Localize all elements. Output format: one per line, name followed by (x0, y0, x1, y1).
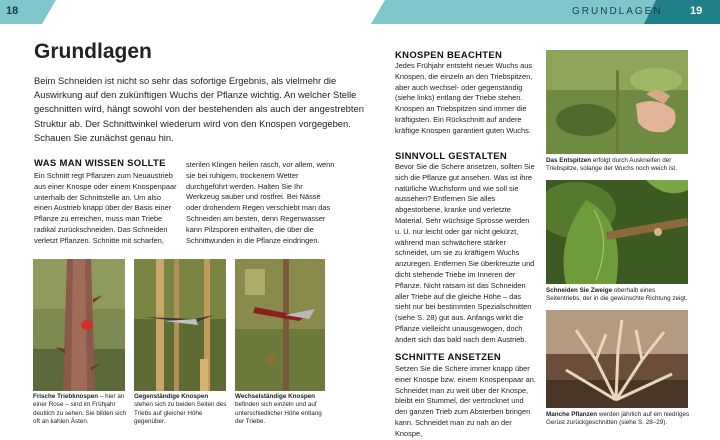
header-page-tab (656, 0, 720, 24)
section-label: GRUNDLAGEN (572, 6, 663, 17)
caption-entspitzen-text: erfolgt durch Auskneifen der Triebspitze, solange der Wuchs noch weich ist. (546, 157, 677, 173)
caption-wechselstaendig (235, 393, 327, 427)
heading-sinnvoll-gestalten: SINNVOLL GESTALTEN (395, 151, 508, 162)
body-was-col2: sterilen Klingen heilen rasch, vor allem, wenn sie bei ruhigem, trockenem Wetter durchgeführt werden. Halten Sie Ihr Werkzeug sauber und rostfrei. Bei Nässe oder drohendem Regen verschiebt man das Schneiden am besten, denn Regenwasser kann Pilzsporen enthalten, die über die Schnittwunden in die Pflanze eindringen. (186, 160, 335, 245)
caption-entspitzen-bold: Das Entspitzen (546, 157, 592, 164)
caption-gegenstaendig-text: stehen sich zu beiden Seiten des Triebs auf gleicher Höhe gegenüber. (134, 401, 227, 426)
caption-gegenstaendig-bold: Gegenständige Knospen (134, 393, 209, 400)
body-ansetzen: Setzen Sie die Schere immer knapp über einer Knospe bzw. einem Knospenpaar an. Schneidet man zu weit über der Knospe, bleibt ein Stummel, der vertrocknet und den ganzen Trieb zum Absterben bringen kann. Schneidet man zu nah an der Knospe, (395, 364, 536, 438)
page-number-right: 19 (690, 5, 703, 17)
caption-manche-pflanzen (546, 411, 691, 428)
caption-entspitzen (546, 157, 691, 174)
heading-was-man-wissen: WAS MAN WISSEN SOLLTE (34, 158, 166, 169)
caption-manche-pflanzen-text: werden jährlich auf ein niedriges Gerüst zurückgeschnitten (siehe S. 28–29). (546, 411, 690, 427)
caption-triebknospen-bold: Frische Triebknospen (33, 393, 99, 400)
intro-paragraph: Beim Schneiden ist nicht so sehr das sofortige Ergebnis, als vielmehr die Auswirkung auf den zukünftigen Wuchs der Pflanze wichtig. An welcher Stelle geschnitten wird, hängt sowohl von der bestehenden als auch der angestrebten Struktur ab. Der Schnittwinkel wiederum wird von den Knospen vorgegeben. Schauen Sie zunächst genau hin. (34, 75, 364, 143)
body-was-col1: Ein Schnitt regt Pflanzen zum Neuaustrieb aus einer Knospe oder einem Knospenpaar unterhalb der Schnittstelle an. Um also einen Austrieb knapp über der Basis einer Pflanze zu erreichen, muss man Triebe radikal zurückschneiden. Das Schneiden verletzt Pflanzen. Schnitte mit scharfen, (34, 171, 177, 245)
caption-wechselstaendig-text: befinden sich einzeln und auf unterschiedlicher Höhe entlang der Triebe. (235, 401, 322, 426)
caption-zweige (546, 287, 691, 304)
photo-pollarded-shrub (546, 310, 688, 408)
photo-alternate-buds (235, 259, 325, 391)
caption-triebknospen (33, 393, 127, 427)
heading-schnitte-ansetzen: SCHNITTE ANSETZEN (395, 352, 502, 363)
caption-wechselstaendig-bold: Wechselständige Knospen (235, 393, 316, 400)
photo-rose-bud (33, 259, 125, 391)
caption-triebknospen-text: – hier an einer Rose – sind im Frühjahr deutlich zu sehen. Sie bilden sich oft an kahlen Ästen. (33, 393, 127, 426)
body-knospen: Jedes Frühjahr entsteht neuer Wuchs aus Knospen, die einzeln an den Triebspitzen, aber auch wechsel- oder gegenständig (siehe links) entlang der Triebe stehen. Knospen an Triebspitzen sind immer die kräftigsten. Ein Rückschnitt auf andere kräftige Knospen garantiert guten Wuchs. (395, 61, 533, 135)
heading-knospen-beachten: KNOSPEN BEACHTEN (395, 50, 503, 61)
body-gestalten: Bevor Sie die Schere ansetzen, sollten Sie sich die Pflanze gut ansehen. Was ist ihre natürliche Wuchsform und wie soll sie aussehen? Entfernen Sie alles abgestorbene, kranke und verletzte Material. Sehr wüchsige Sprosse werden u. U. nur leicht oder gar nicht gekürzt, während man schwächere stärker schneidet, um sie zu kräftigem Wuchs anzuregen. Entfernen Sie überkreuzte und dicht stehende Triebe im Inneren der Pflanze. Nicht ratsam ist das Schneiden aller Triebe auf die gleiche Höhe – das sieht nur bei bestimmten Spezialschnitten (siehe S. 28) gut aus. Anfangs wirkt die Pflanze vielleicht unausgewogen, doch ändert sich das bald nach dem Austrieb. (395, 162, 535, 344)
caption-zweige-bold: Schneiden Sie Zweige (546, 287, 613, 294)
caption-zweige-text: oberhalb eines Seitentriebs, der in die gewünschte Richtung zeigt. (546, 287, 688, 303)
photo-opposite-buds (134, 259, 226, 391)
page-number-left: 18 (6, 5, 19, 17)
photo-pinching (546, 50, 688, 154)
photo-cut-branch (546, 180, 688, 284)
caption-gegenstaendig (134, 393, 228, 427)
caption-manche-pflanzen-bold: Manche Pflanzen (546, 411, 598, 418)
page-title: Grundlagen (34, 40, 152, 63)
